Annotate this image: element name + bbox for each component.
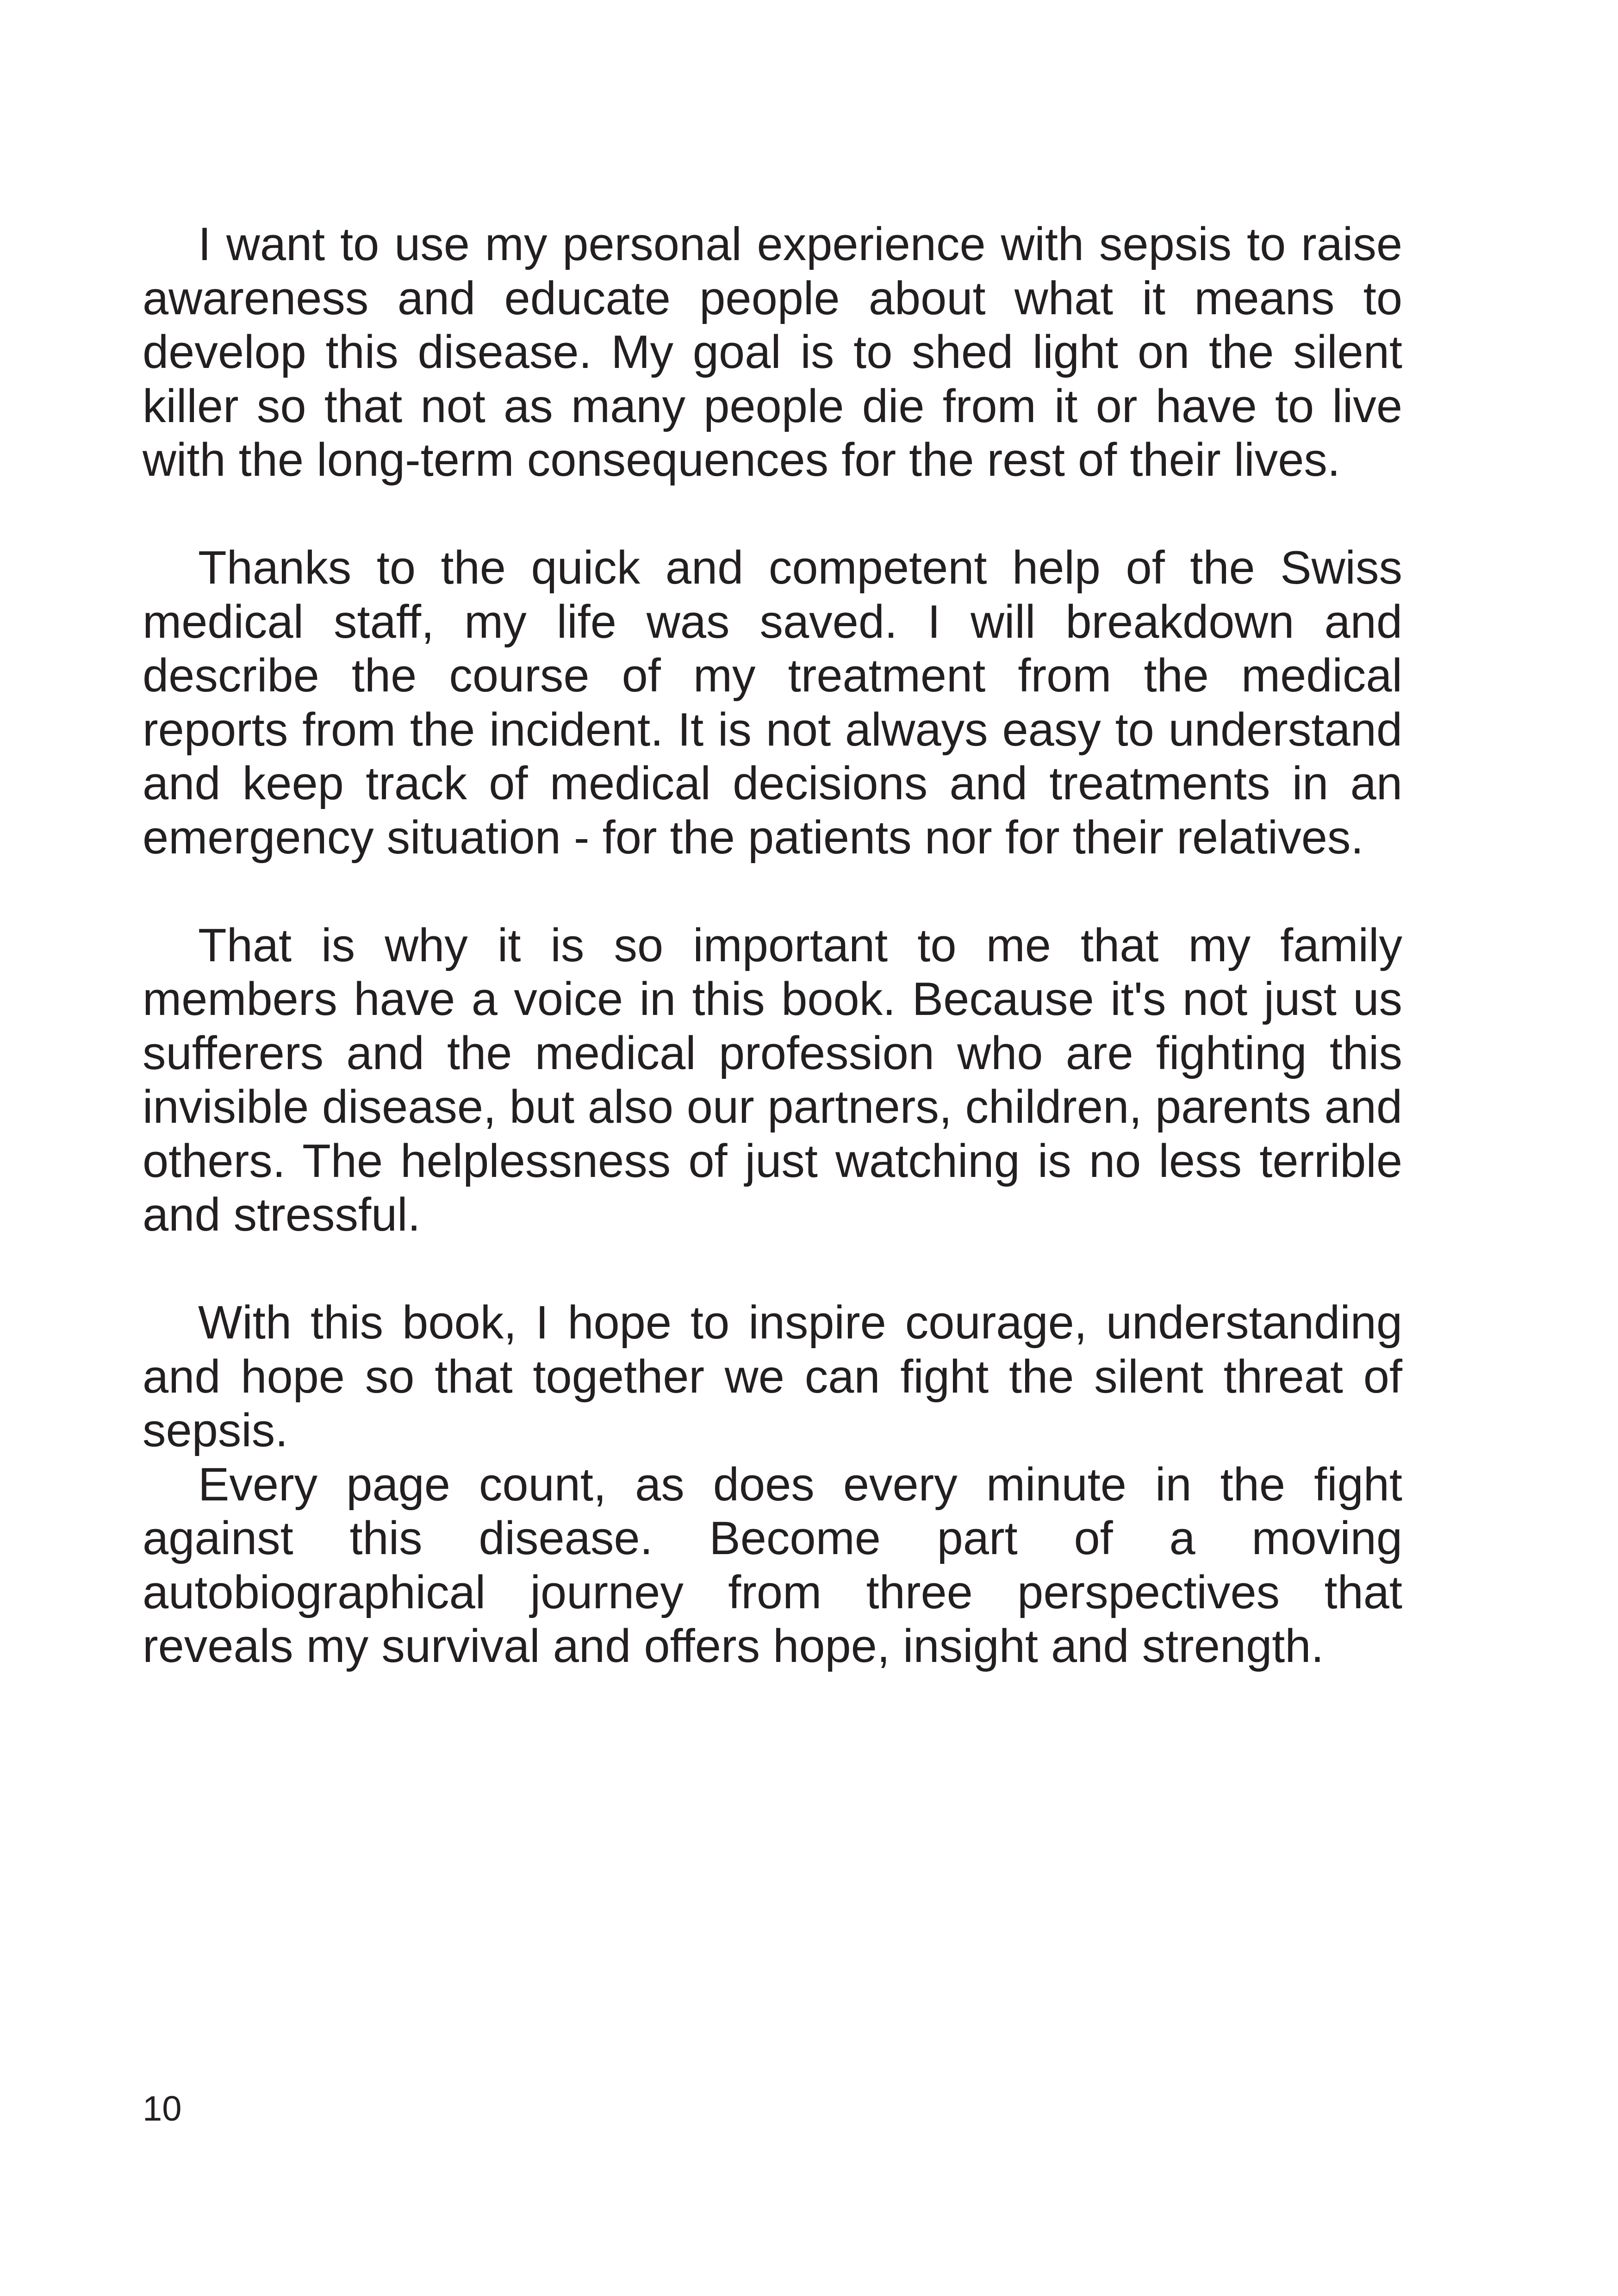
paragraph-2: Thanks to the quick and competent help of the Swiss medical staff, my life was saved. I will breakdown and describe the course of my treatment from the medical reports from the incident. It is not always easy to understand and keep track of medical decisions and treatments in an emergency situation - for the patients nor for their relatives.: [143, 542, 1402, 864]
paragraph-4: With this book, I hope to inspire courage, understanding and hope so that together we can fight the silent threat of sepsis.: [143, 1297, 1402, 1456]
paragraph-5: Every page count, as does every minute in the fight against this disease. Become part of a moving autobiographical journey from three perspectives that reveals my survival and offers hope, insight and strength.: [143, 1458, 1402, 1672]
paragraph-1: I want to use my personal experience with sepsis to raise awareness and educate people about what it means to develop this disease. My goal is to shed light on the silent killer so that not as many people die from it or have to live with the long-term consequences for the rest of their lives.: [143, 218, 1402, 486]
page-number: 10: [143, 2089, 182, 2128]
paragraph-3: That is why it is so important to me that my family members have a voice in this book. Because it's not just us sufferers and the medical profession who are fighting this invisible disease, but also our partners, children, parents and others. The helplessness of just watching is no less terrible and stressful.: [143, 919, 1402, 1241]
body-text: [143, 218, 1402, 1674]
